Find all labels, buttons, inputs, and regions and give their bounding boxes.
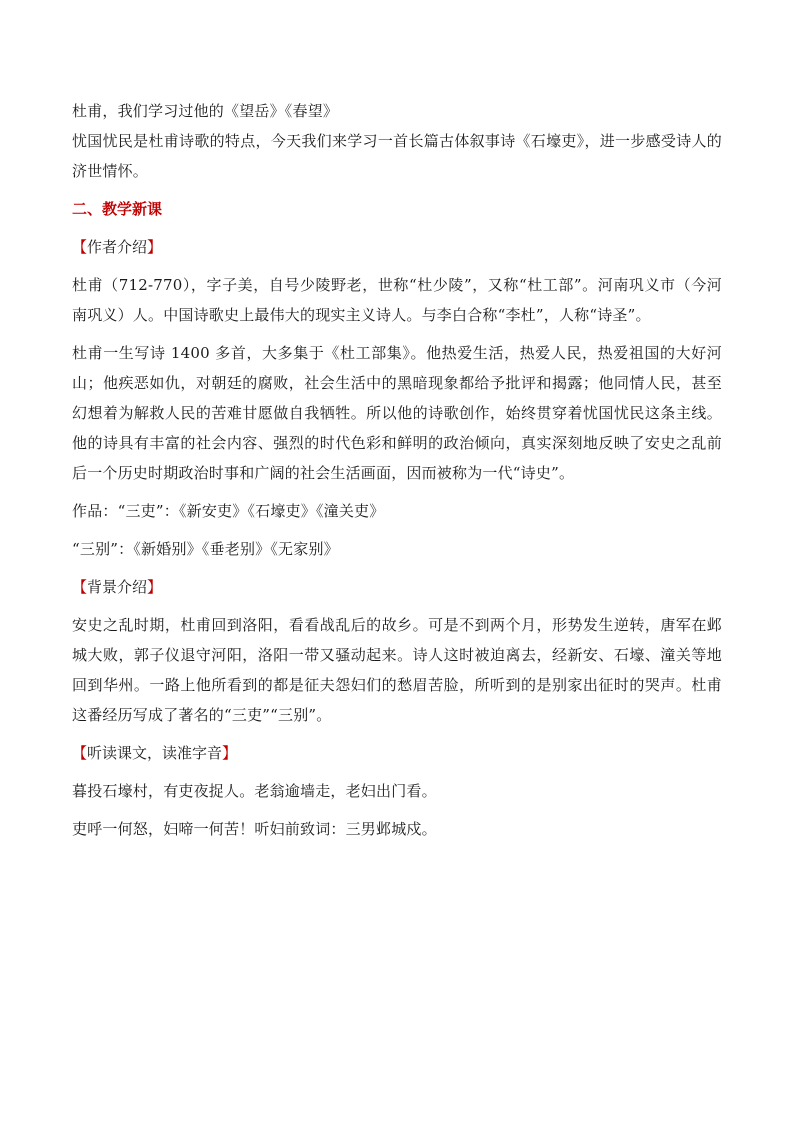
works-line-1: 作品：“三吏”：《新安吏》《石壕吏》《潼关吏》 <box>72 502 385 520</box>
author-heading-text: 作者介绍 <box>87 238 148 256</box>
author-paragraph-2: 杜甫一生写诗 1400 多首，大多集于《杜工部集》。他热爱生活，热爱人民，热爱祖国的大好河山；他疾恶如仇，对朝廷的腐败，社会生活中的黑暗现象都给予批评和揭露；他同情人民，甚至幻想着为解救人民的苦难甘愿做自我牺牲。所以他的诗歌创作，始终贯穿着忧国忧民这条主线。他的诗具有丰富的社会内容、强烈的时代色彩和鲜明的政治倾向，真实深刻地反映了安史之乱前后一个历史时期政治时事和广阔的社会生活画面，因而被称为一代“诗史”。 <box>72 344 722 482</box>
reading-heading-text: 听读课文，读准字音 <box>87 744 223 762</box>
background-heading <box>72 572 722 602</box>
intro-line-1: 杜甫，我们学习过他的《望岳》《春望》 <box>72 102 339 120</box>
poem-line-2: 吏呼一何怒，妇啼一何苦！听妇前致词：三男邺城戍。 <box>72 820 437 838</box>
background-heading-text: 背景介绍 <box>87 578 148 596</box>
document-page <box>72 96 722 844</box>
reading-heading <box>72 738 722 768</box>
background-paragraph: 安史之乱时期，杜甫回到洛阳，看看战乱后的故乡。可是不到两个月，形势发生逆转，唐军在邺城大败，郭子仪退守河阳，洛阳一带又骚动起来。诗人这时被迫离去，经新安、石壕、潼关等地回到华州。一路上他所看到的都是征夫怨妇们的愁眉苦脸，所听到的是别家出征时的哭声。杜甫这番经历写成了著名的“三吏”“三别”。 <box>72 616 722 724</box>
reading-heading-close: 】 <box>222 744 238 762</box>
section-title: 二、教学新课 <box>72 200 163 218</box>
author-paragraph-1: 杜甫（712-770），字子美，自号少陵野老，世称“杜少陵”，又称“杜工部”。河南巩义市（今河南巩义）人。中国诗歌史上最伟大的现实主义诗人。与李白合称“李杜”，人称“诗圣”。 <box>72 276 722 324</box>
background-heading-open: 【 <box>72 578 88 596</box>
poem-line-1: 暮投石壕村，有吏夜捉人。老翁逾墙走，老妇出门看。 <box>72 782 437 800</box>
author-heading-open: 【 <box>72 238 88 256</box>
works-line-2: “三别”：《新婚别》《垂老别》《无家别》 <box>72 540 339 558</box>
reading-heading-open: 【 <box>72 744 88 762</box>
background-heading-close: 】 <box>147 578 163 596</box>
intro-line-2: 忧国忧民是杜甫诗歌的特点，今天我们来学习一首长篇古体叙事诗《石壕吏》，进一步感受诗人的济世情怀。 <box>72 132 722 180</box>
author-heading <box>72 232 722 262</box>
author-heading-close: 】 <box>147 238 163 256</box>
